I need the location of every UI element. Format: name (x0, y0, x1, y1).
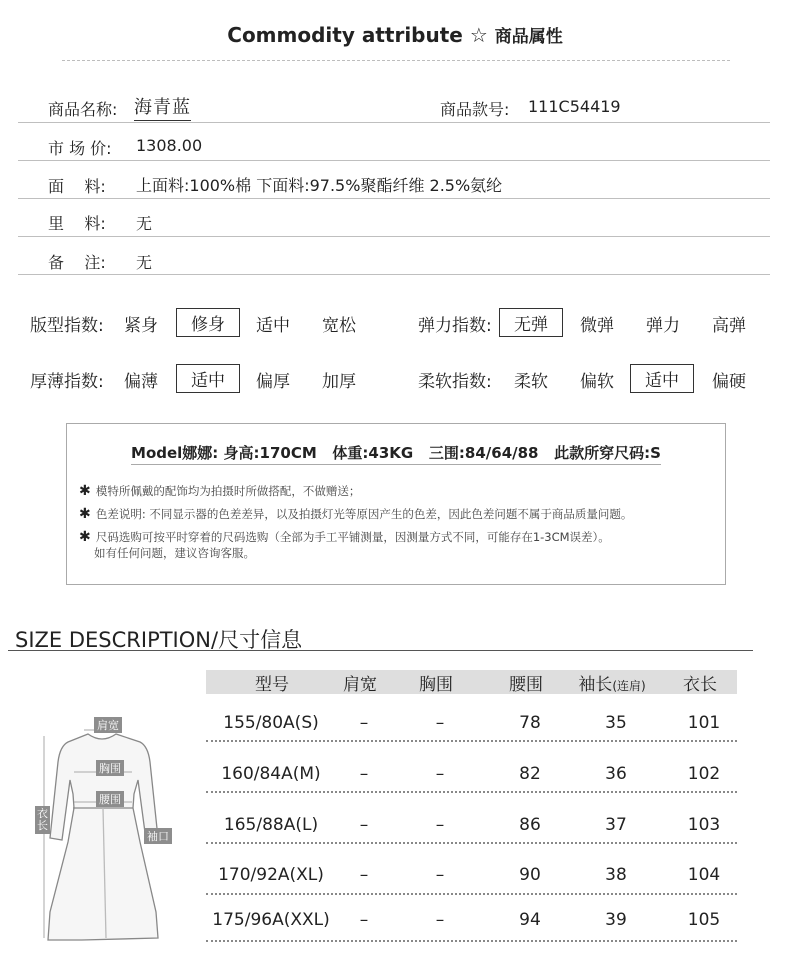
brand-logo: 海青蓝 (134, 93, 191, 121)
softness-option: 偏硬 (712, 372, 746, 392)
attr-row-price (18, 122, 770, 161)
row-divider (206, 940, 737, 942)
cell-size: 170/92A(XL) (218, 865, 324, 885)
price-value: 1308.00 (136, 136, 203, 155)
cell-waist: 82 (519, 764, 541, 784)
cell-bust: – (435, 910, 445, 930)
asterisk-icon: ✱ (79, 483, 91, 499)
index-row-2 (0, 364, 790, 394)
row-divider (206, 740, 737, 742)
note-2 (79, 503, 632, 522)
row-divider (206, 893, 737, 895)
fit-option-selected: 修身 (176, 308, 240, 337)
lining-value: 无 (136, 214, 153, 233)
diagram-label-shoulder: 肩宽 (94, 717, 122, 733)
star-icon: ☆ (469, 23, 488, 47)
size-table-header (206, 670, 737, 694)
price-label: 市 场 价: (48, 139, 112, 158)
row-divider (206, 791, 737, 793)
size-heading-underline (8, 650, 753, 651)
diagram-label-length: 衣长 (37, 807, 48, 832)
section-title (0, 22, 790, 47)
title-en: Commodity attribute (227, 23, 463, 47)
asterisk-icon: ✱ (79, 506, 91, 522)
col-header: 型号 (255, 675, 289, 695)
cell-length: 103 (687, 815, 721, 835)
sleeve-label: 袖长 (578, 675, 613, 695)
thickness-label: 厚薄指数: (30, 372, 104, 392)
cell-length: 101 (687, 713, 721, 733)
cell-waist: 94 (519, 910, 541, 930)
note-text: 色差说明: 不同显示器的色差差异，以及拍摄灯光等原因产生的色差，因此色差问题不属于商品质量问题。 (95, 507, 633, 521)
cell-bust: – (435, 713, 445, 733)
product-code-value: 111C54419 (528, 97, 621, 116)
cell-length: 104 (687, 865, 721, 885)
cell-size: 165/88A(L) (223, 815, 319, 835)
asterisk-icon: ✱ (79, 529, 91, 545)
remark-value: 无 (136, 253, 153, 272)
cell-size: 155/80A(S) (223, 713, 319, 733)
remark-label: 备 注: (48, 253, 106, 272)
col-header: 衣长 (683, 675, 717, 695)
cell-length: 102 (687, 764, 721, 784)
softness-option: 柔软 (514, 372, 548, 392)
elastic-option-selected: 无弹 (499, 308, 563, 337)
thickness-option-selected: 适中 (176, 364, 240, 393)
diagram-label-bust: 胸围 (96, 760, 124, 776)
fabric-value: 上面料:100%棉 下面料:97.5%聚酯纤维 2.5%氨纶 (136, 176, 503, 195)
thickness-option: 偏薄 (124, 372, 158, 392)
title-cn: 商品属性 (494, 27, 563, 47)
cell-sleeve: 39 (605, 910, 627, 930)
cell-shoulder: – (359, 910, 369, 930)
elastic-option: 微弹 (580, 316, 614, 336)
note-text: 尺码选购可按平时穿着的尺码选购（全部为手工平铺测量，因测量方式不同，可能存在1-3CM误差）。 (95, 530, 610, 544)
sleeve-suffix: (连肩) (612, 679, 646, 693)
diagram-label-waist: 腰围 (96, 791, 124, 807)
cell-bust: – (435, 815, 445, 835)
attr-row-remark (18, 236, 770, 275)
product-code-label: 商品款号: (440, 100, 510, 119)
thickness-option: 加厚 (322, 372, 356, 392)
col-header: 胸围 (419, 675, 453, 695)
elastic-option: 弹力 (646, 316, 680, 336)
size-heading: SIZE DESCRIPTION/尺寸信息 (15, 628, 303, 652)
product-name-label: 商品名称: (48, 100, 118, 119)
cell-shoulder: – (359, 865, 369, 885)
cell-sleeve: 35 (605, 713, 627, 733)
index-row-1 (0, 308, 790, 338)
cell-size: 175/96A(XXL) (212, 910, 330, 930)
cell-waist: 86 (519, 815, 541, 835)
row-divider (206, 842, 737, 844)
attr-row-name (18, 84, 770, 123)
elastic-label: 弹力指数: (418, 316, 492, 336)
cell-waist: 90 (519, 865, 541, 885)
fabric-label: 面 料: (48, 177, 106, 196)
col-header-sleeve (572, 670, 652, 695)
note-1 (79, 480, 360, 499)
softness-option-selected: 适中 (630, 364, 694, 393)
cell-size: 160/84A(M) (221, 764, 321, 784)
lining-label: 里 料: (48, 214, 106, 233)
note-text: 模特所佩戴的配饰均为拍摄时所做搭配，不做赠送； (95, 484, 361, 498)
softness-option: 偏软 (580, 372, 614, 392)
cell-sleeve: 36 (605, 764, 627, 784)
attr-row-lining (18, 198, 770, 237)
fit-option: 适中 (256, 316, 290, 336)
cell-bust: – (435, 764, 445, 784)
model-info: Model娜娜: 身高:170CM 体重:43KG 三围:84/64/88 此款所穿尺码:S (131, 444, 661, 465)
cell-shoulder: – (359, 764, 369, 784)
title-divider (62, 60, 730, 61)
diagram-label-cuff: 袖口 (144, 828, 172, 844)
garment-diagram (30, 712, 180, 942)
note-4 (94, 542, 255, 561)
elastic-option: 高弹 (712, 316, 746, 336)
cell-length: 105 (687, 910, 721, 930)
cell-waist: 78 (519, 713, 541, 733)
cell-sleeve: 38 (605, 865, 627, 885)
fit-option: 宽松 (322, 316, 356, 336)
attr-row-fabric (18, 160, 770, 199)
note-text: 如有任何问题，建议咨询客服。 (94, 546, 255, 560)
fit-label: 版型指数: (30, 316, 104, 336)
cell-bust: – (435, 865, 445, 885)
fit-option: 紧身 (124, 316, 158, 336)
cell-shoulder: – (359, 713, 369, 733)
thickness-option: 偏厚 (256, 372, 290, 392)
cell-sleeve: 37 (605, 815, 627, 835)
col-header: 腰围 (509, 675, 543, 695)
col-header: 肩宽 (343, 675, 377, 695)
cell-shoulder: – (359, 815, 369, 835)
softness-label: 柔软指数: (418, 372, 492, 392)
model-info-box (66, 423, 726, 585)
